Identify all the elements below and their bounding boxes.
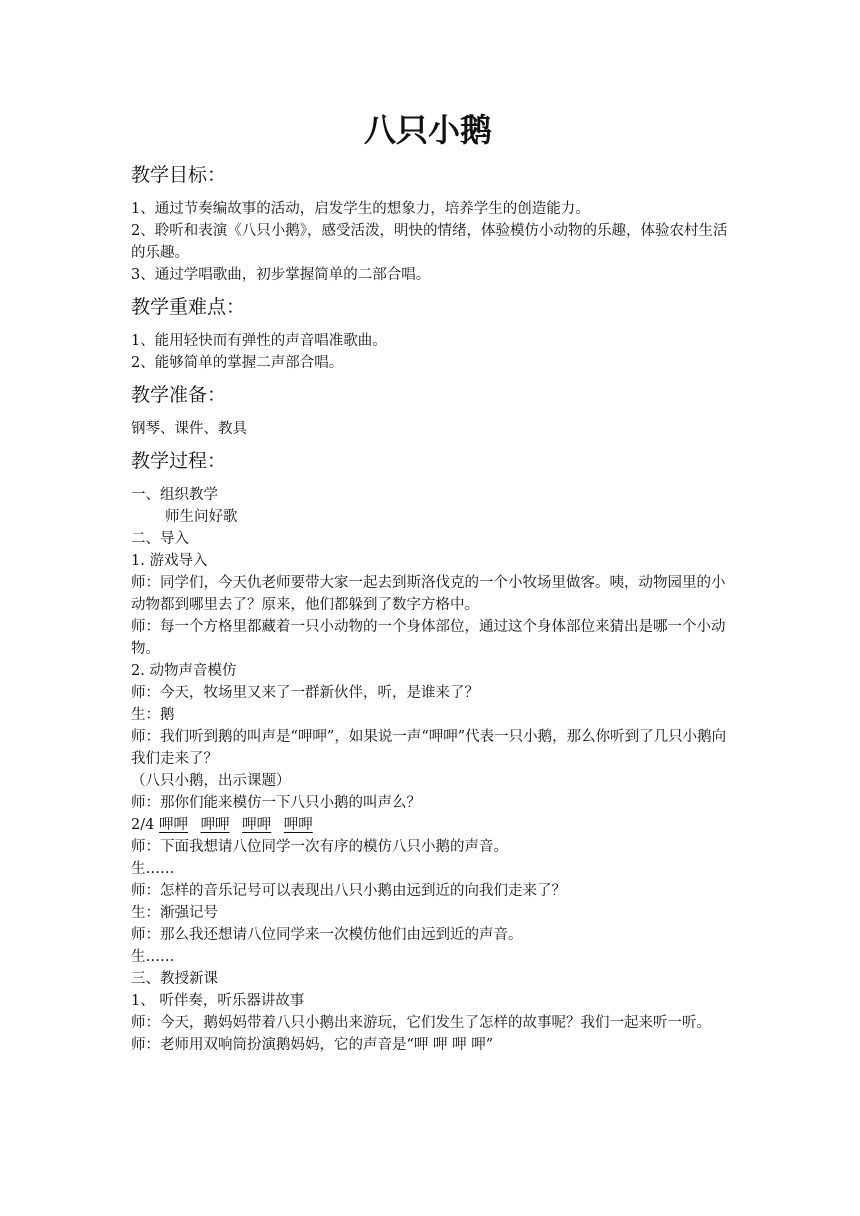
process-line: 师生问好歌	[165, 509, 238, 525]
goal-item: 1、通过节奏编故事的活动，启发学生的想象力，培养学生的创造能力。	[131, 201, 590, 217]
process-line: 师：老师用双响筒扮演鹅妈妈，它的声音是“呷 呷 呷 呷”	[131, 1037, 494, 1053]
process-line: 1. 游戏导入	[131, 553, 208, 569]
key-points-list	[131, 330, 731, 374]
preparation-heading: 教学准备：	[131, 384, 227, 406]
rhythm-beat: 呷呷	[158, 817, 188, 833]
process-line: 师：今天，牧场里又来了一群新伙伴，听，是谁来了？	[131, 685, 479, 701]
key-point-item: 1、能用轻快而有弹性的声音唱准歌曲。	[131, 333, 387, 349]
rhythm-beat: 呷呷	[200, 817, 230, 833]
preparation-text: 钢琴、课件、教具	[131, 421, 247, 437]
document-title: 八只小鹅	[363, 111, 492, 149]
goals-list	[131, 198, 731, 286]
rhythm-beat: 呷呷	[242, 817, 272, 833]
process-line: 1、 听伴奏，听乐器讲故事	[131, 993, 305, 1009]
process-line: 师：那你们能来模仿一下八只小鹅的叫声么？	[131, 795, 421, 811]
process-line: （八只小鹅，出示课题）	[131, 773, 291, 789]
process-line: 生：渐强记号	[131, 905, 218, 921]
process-line: 一、组织教学	[131, 487, 218, 503]
process-line: 二、导入	[131, 531, 189, 547]
process-line: 生……	[131, 949, 175, 965]
rhythm-beat: 呷呷	[283, 817, 313, 833]
process-line: 师：那么我还想请八位同学来一次模仿他们由远到近的声音。	[131, 927, 523, 943]
goal-item: 2、聆听和表演《八只小鹅》，感受活泼，明快的情绪，体验模仿小动物的乐趣，体验农村生活的乐趣。	[131, 223, 728, 261]
process-body	[131, 484, 731, 1056]
process-line: 三、教授新课	[131, 971, 218, 987]
goals-heading: 教学目标：	[131, 164, 227, 186]
rhythm-meter: 2/4	[131, 817, 155, 833]
process-line: 生……	[131, 861, 175, 877]
process-line: 生：鹅	[131, 707, 175, 723]
process-heading: 教学过程：	[131, 450, 227, 472]
document-body	[131, 112, 731, 1056]
goal-item: 3、通过学唱歌曲，初步掌握简单的二部合唱。	[131, 267, 431, 283]
process-line: 师：我们听到鹅的叫声是“呷呷”，如果说一声“呷呷”代表一只小鹅，那么你听到了几只小鹅向我们走来了？	[131, 729, 727, 767]
key-points-heading: 教学重难点：	[131, 296, 246, 318]
process-line: 2. 动物声音模仿	[131, 663, 237, 679]
process-line: 师：怎样的音乐记号可以表现出八只小鹅由远到近的向我们走来了？	[131, 883, 566, 899]
process-line: 师：下面我想请八位同学一次有序的模仿八只小鹅的声音。	[131, 839, 508, 855]
process-line: 师：今天，鹅妈妈带着八只小鹅出来游玩，它们发生了怎样的故事呢？我们一起来听一听。	[131, 1015, 711, 1031]
process-line: 师：同学们，今天仇老师要带大家一起去到斯洛伐克的一个小牧场里做客。咦，动物园里的小动物都到哪里去了？原来，他们都躲到了数字方格中。	[131, 575, 726, 613]
process-line: 师：每一个方格里都藏着一只小动物的一个身体部位，通过这个身体部位来猜出是哪一个小动物。	[131, 619, 726, 657]
rhythm-line	[131, 814, 731, 836]
key-point-item: 2、能够简单的掌握二声部合唱。	[131, 355, 344, 371]
